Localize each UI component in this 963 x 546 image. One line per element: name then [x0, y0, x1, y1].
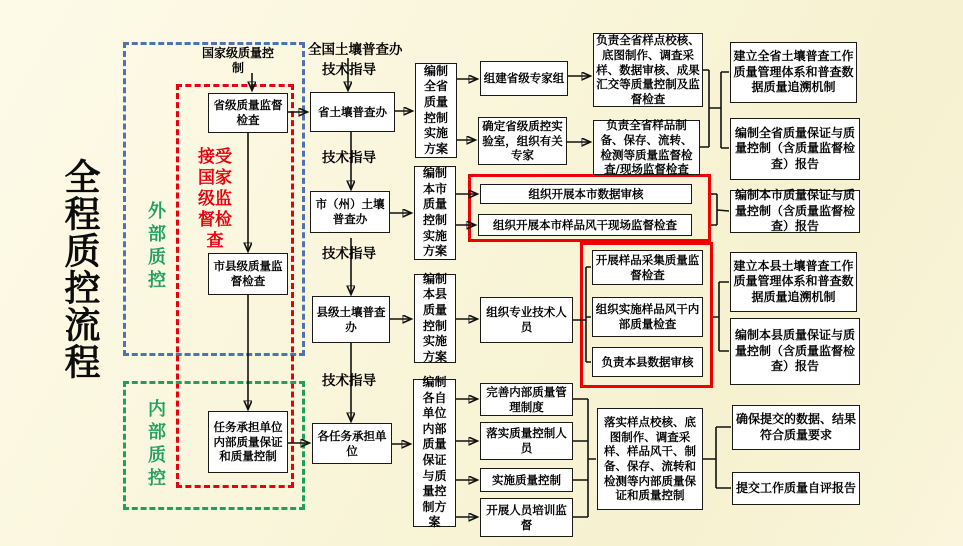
- node-unit-mgmt-system: 完善内部质量管理制度: [480, 383, 573, 416]
- node-prov-lab: 确定省级质控实验室，组织有关专家: [478, 117, 567, 165]
- node-national-quality-control: 国家级质量控制: [201, 46, 274, 75]
- node-prov-report: 编制全省质量保证与质量控制（含质量监督检查）报告: [730, 118, 860, 180]
- node-city-airdry-check: 组织开展本市样品风干现场监督检查: [478, 214, 692, 236]
- node-county-system: 建立本县土壤普查工作质量管理体系和普查数据质量追溯机制: [730, 252, 857, 312]
- node-prov-system: 建立全省土壤普查工作质量管理体系和普查数据质量追溯机制: [730, 42, 857, 103]
- node-provincial-office: 省土壤普查办: [310, 92, 395, 132]
- node-city-county-supervision: 市县级质量监督检查: [208, 253, 288, 295]
- node-unit-self-report: 提交工作质量自评报告: [732, 472, 860, 505]
- node-county-airdry-check: 组织实施样品风干内部质量检查: [592, 297, 703, 337]
- accept-national-supervision-label: 接受国家级监督检查: [198, 147, 232, 251]
- node-unit-internal-qa: 落实样点校核、底图制作、调查采样、样品风干、制备、保存、流转和检测等内部质量保证和质量控制: [597, 408, 703, 510]
- node-county-sampling-check: 开展样品采集质量监督检查: [592, 250, 703, 285]
- node-prov-duty-points: 负责全省样点校核、底图制作、调查采样、数据审核、成果汇交等质量控制及监督检查: [593, 33, 703, 107]
- node-city-office: 市（州）土壤普查办: [310, 191, 390, 233]
- external-qc-label: 外部质控: [145, 201, 166, 293]
- internal-qc-label: 内部质控: [145, 399, 166, 491]
- node-county-report: 编制本县质量保证与质量控制（含质量监督检查）报告: [730, 318, 860, 385]
- node-county-tech-staff: 组织专业技术人员: [480, 297, 573, 343]
- tech-guidance-label-4: 技术指导: [322, 373, 376, 389]
- node-county-office: 县级土壤普查办: [312, 296, 390, 343]
- national-office-label: 全国土壤普查办: [308, 42, 403, 58]
- node-unit-plan: 编制各自单位内部质量保证与质量控制方案: [413, 379, 456, 527]
- tech-guidance-label-1: 技术指导: [322, 62, 376, 78]
- node-unit-training: 开展人员培训监督: [480, 498, 573, 537]
- node-prov-plan: 编制全省质量控制实施方案: [415, 63, 457, 158]
- node-prov-expert-group: 组建省级专家组: [480, 61, 568, 96]
- tech-guidance-label-3: 技术指导: [322, 246, 376, 262]
- node-city-data-review: 组织开展本市数据审核: [480, 184, 692, 204]
- node-county-data-review: 负责本县数据审核: [592, 347, 703, 377]
- node-prov-duty-samples: 负责全省样品制备、保存、流转、检测等质量监督检查/现场监督检查: [593, 120, 700, 175]
- page-title: 全程质控流程: [59, 158, 100, 380]
- node-unit-qc-impl: 实施质量控制: [480, 468, 573, 492]
- node-unit-data-quality: 确保提交的数据、结果符合质量要求: [732, 405, 860, 450]
- node-task-units: 各任务承担单位: [312, 423, 392, 464]
- tech-guidance-label-2: 技术指导: [322, 150, 376, 166]
- node-unit-qc-staff: 落实质量控制人员: [480, 422, 573, 460]
- node-county-plan: 编制本县质量控制实施方案: [414, 274, 456, 363]
- node-provincial-supervision: 省级质量监督检查: [208, 93, 288, 133]
- node-city-plan: 编制本市质量控制实施方案: [414, 166, 456, 260]
- node-task-unit-internal-qc: 任务承担单位内部质量保证和质量控制: [208, 411, 288, 473]
- node-city-report: 编制本市质量保证与质量控制（含质量监督检查）报告: [730, 190, 860, 233]
